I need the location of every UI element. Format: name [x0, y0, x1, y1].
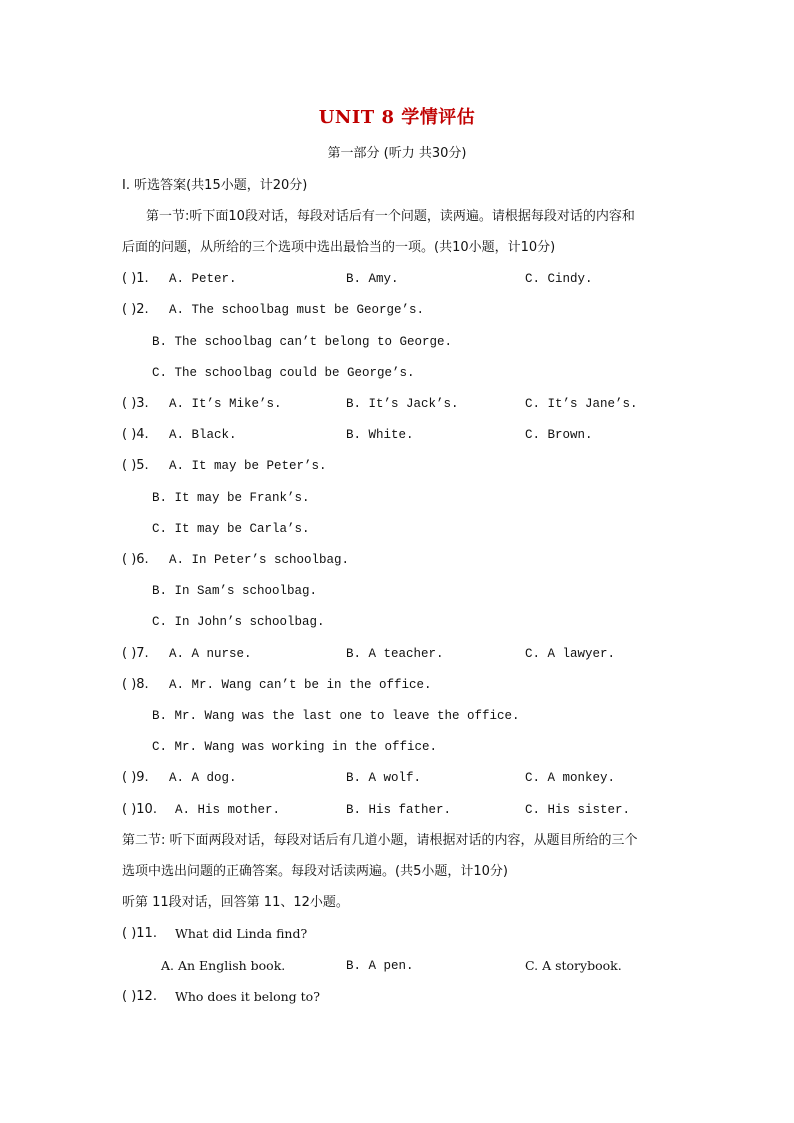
- question-number: ( )9.: [122, 770, 149, 785]
- option-b: B. White.: [346, 428, 414, 442]
- option-a: A. It’s Mike’s.: [169, 397, 282, 411]
- option-a: A. His mother.: [175, 803, 281, 817]
- option-c: C. In John’s schoolbag.: [152, 615, 325, 629]
- option-c: C. His sister.: [525, 803, 631, 817]
- option-b: B. Mr. Wang was the last one to leave the office.: [152, 709, 520, 723]
- section1-instruction-line1: 第一节:听下面10段对话，每段对话后有一个问题，读两遍。请根据每段对话的内容和: [146, 209, 635, 224]
- question-number: ( )7.: [122, 646, 149, 661]
- section1-instruction-line2: 后面的问题，从所给的三个选项中选出最恰当的一项。(共10小题，计10分): [122, 240, 556, 255]
- option-c: C. Cindy.: [525, 272, 593, 286]
- question-text: What did Linda find?: [175, 926, 308, 941]
- option-c: C. A storybook.: [525, 958, 622, 973]
- option-b: B. The schoolbag can’t belong to George.: [152, 335, 453, 349]
- part-heading: 第一部分 (听力 共30分): [327, 146, 467, 161]
- option-c: C. It may be Carla’s.: [152, 522, 310, 536]
- option-a: A. A nurse.: [169, 647, 252, 661]
- option-a: A. The schoolbag must be George’s.: [169, 303, 425, 317]
- dialog-heading: 听第 11段对话，回答第 11、12小题。: [122, 895, 349, 910]
- option-a: A. In Peter’s schoolbag.: [169, 553, 350, 567]
- question-number: ( )4.: [122, 427, 149, 442]
- option-a: A. A dog.: [169, 771, 237, 785]
- option-a: A. It may be Peter’s.: [169, 459, 327, 473]
- option-a: A. Black.: [169, 428, 237, 442]
- section1-heading: Ⅰ. 听选答案(共15小题，计20分): [122, 178, 308, 193]
- option-c: C. A lawyer.: [525, 647, 616, 661]
- option-c: C. The schoolbag could be George’s.: [152, 366, 415, 380]
- option-a: A. Mr. Wang can’t be in the office.: [169, 678, 432, 692]
- question-number: ( )12.: [122, 989, 157, 1004]
- option-b: B. It may be Frank’s.: [152, 491, 310, 505]
- question-number: ( )10.: [122, 802, 157, 817]
- option-b: B. In Sam’s schoolbag.: [152, 584, 318, 598]
- option-a: A. Peter.: [169, 272, 237, 286]
- question-number: ( )2.: [122, 302, 149, 317]
- option-c: C. Brown.: [525, 428, 593, 442]
- section2-instruction-line2: 选项中选出问题的正确答案。每段对话读两遍。(共5小题，计10分): [122, 864, 508, 879]
- option-c: C. A monkey.: [525, 771, 616, 785]
- question-number: ( )3.: [122, 396, 149, 411]
- question-number: ( )6.: [122, 552, 149, 567]
- option-b: B. A teacher.: [346, 647, 444, 661]
- question-number: ( )5.: [122, 458, 149, 473]
- option-b: B. A pen.: [346, 959, 414, 973]
- question-number: ( )11.: [122, 926, 157, 941]
- option-b: B. It’s Jack’s.: [346, 397, 459, 411]
- option-b: B. Amy.: [346, 272, 399, 286]
- question-number: ( )1.: [122, 271, 149, 286]
- option-b: B. His father.: [346, 803, 452, 817]
- section2-instruction-line1: 第二节: 听下面两段对话，每段对话后有几道小题，请根据对话的内容，从题目所给的三个: [122, 833, 638, 848]
- question-number: ( )8.: [122, 677, 149, 692]
- question-text: Who does it belong to?: [175, 989, 320, 1004]
- option-a: A. An English book.: [161, 958, 286, 973]
- option-c: C. It’s Jane’s.: [525, 397, 638, 411]
- page-title: UNIT 8 学情评估: [318, 107, 476, 128]
- option-b: B. A wolf.: [346, 771, 422, 785]
- option-c: C. Mr. Wang was working in the office.: [152, 740, 438, 754]
